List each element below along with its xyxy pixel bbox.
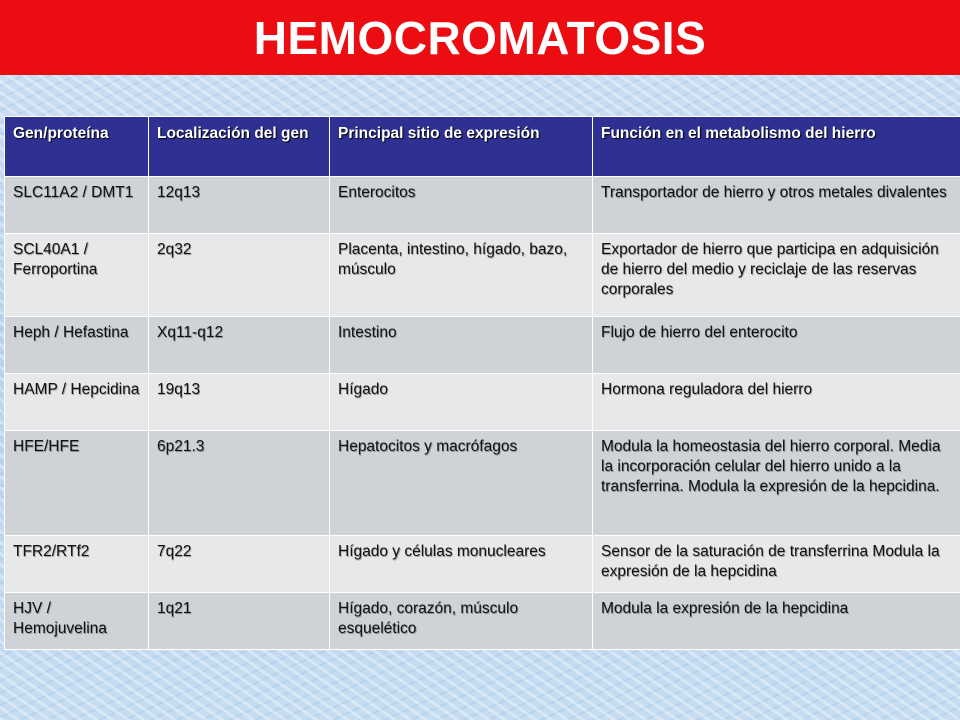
cell-gene: SLC11A2 / DMT1 — [5, 177, 149, 234]
gene-table — [4, 116, 960, 650]
cell-expression-site: Hígado — [330, 374, 593, 431]
table-row — [5, 177, 960, 234]
cell-expression-site: Enterocitos — [330, 177, 593, 234]
table-row — [5, 234, 960, 317]
cell-function: Hormona reguladora del hierro — [593, 374, 960, 431]
cell-location: 2q32 — [149, 234, 330, 317]
slide-title: HEMOCROMATOSIS — [253, 11, 707, 64]
cell-function: Sensor de la saturación de transferrina Modula la expresión de la hepcidina — [593, 536, 960, 593]
table-header-row — [5, 117, 960, 177]
header-function: Función en el metabolismo del hierro — [593, 117, 960, 177]
table-row — [5, 317, 960, 374]
table-row — [5, 536, 960, 593]
cell-gene: HAMP / Hepcidina — [5, 374, 149, 431]
cell-location: 6p21.3 — [149, 431, 330, 536]
header-expression-site: Principal sitio de expresión — [330, 117, 593, 177]
header-location: Localización del gen — [149, 117, 330, 177]
cell-location: 7q22 — [149, 536, 330, 593]
table-row — [5, 374, 960, 431]
cell-gene: Heph / Hefastina — [5, 317, 149, 374]
cell-function: Modula la homeostasia del hierro corporal. Media la incorporación celular del hierro unido a la transferrina. Modula la expresión de la hepcidina. — [593, 431, 960, 536]
cell-function: Flujo de hierro del enterocito — [593, 317, 960, 374]
cell-location: Xq11-q12 — [149, 317, 330, 374]
cell-location: 12q13 — [149, 177, 330, 234]
cell-expression-site: Placenta, intestino, hígado, bazo, músculo — [330, 234, 593, 317]
table-row — [5, 431, 960, 536]
cell-function: Exportador de hierro que participa en adquisición de hierro del medio y reciclaje de las reservas corporales — [593, 234, 960, 317]
cell-expression-site: Hígado y células monucleares — [330, 536, 593, 593]
title-bar — [0, 0, 960, 75]
cell-expression-site: Hepatocitos y macrófagos — [330, 431, 593, 536]
table-row — [5, 593, 960, 650]
cell-expression-site: Hígado, corazón, músculo esquelético — [330, 593, 593, 650]
header-gene: Gen/proteína — [5, 117, 149, 177]
cell-location: 1q21 — [149, 593, 330, 650]
gene-table-container — [4, 116, 960, 650]
cell-gene: TFR2/RTf2 — [5, 536, 149, 593]
cell-function: Modula la expresión de la hepcidina — [593, 593, 960, 650]
cell-gene: HFE/HFE — [5, 431, 149, 536]
cell-gene: SCL40A1 / Ferroportina — [5, 234, 149, 317]
cell-function: Transportador de hierro y otros metales divalentes — [593, 177, 960, 234]
cell-gene: HJV / Hemojuvelina — [5, 593, 149, 650]
cell-expression-site: Intestino — [330, 317, 593, 374]
cell-location: 19q13 — [149, 374, 330, 431]
